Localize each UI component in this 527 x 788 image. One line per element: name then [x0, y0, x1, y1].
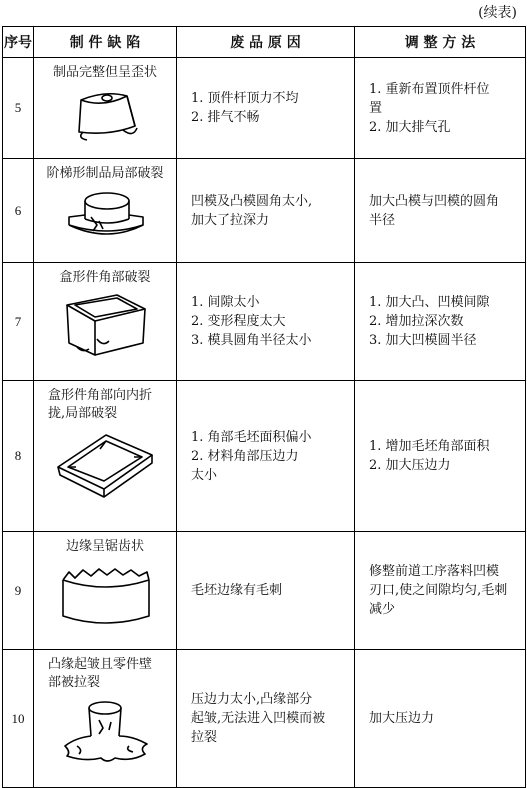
method-line: 半径 [369, 212, 396, 228]
method-line: 2. 加大排气孔 [369, 119, 451, 135]
row-number: 10 [3, 650, 34, 788]
defect-cell [34, 381, 177, 532]
cause-line: 2. 变形程度太大 [191, 314, 286, 329]
method-line: 2. 加大压边力 [369, 458, 451, 473]
header-defect: 制 件 缺 陷 [34, 27, 177, 58]
method-line: 置 [369, 100, 383, 116]
defect-text: 阶梯形制品局部破裂 [46, 166, 164, 181]
cause-cell [177, 159, 355, 263]
defect-text: 部被拉裂 [48, 675, 101, 690]
defect-cell [34, 532, 177, 650]
method-line: 加大压边力 [369, 711, 435, 726]
method-line: 修整前道工序落料凹模 [369, 564, 500, 579]
cause-line: 加大了拉深力 [191, 212, 270, 228]
cause-line: 2. 材料角部压边力 [191, 448, 299, 464]
cause-line: 3. 模具圆角半径太小 [191, 333, 312, 348]
method-cell [355, 381, 526, 532]
cause-line: 压边力太小,凸缘部分 [191, 692, 313, 707]
row-number: 7 [3, 263, 34, 381]
method-line: 1. 加大凸、凹模间隙 [369, 295, 490, 310]
defect-text: 盒形件角部向内折 [48, 388, 153, 403]
defect-text: 边缘呈锯齿状 [65, 539, 144, 554]
cause-cell [177, 263, 355, 381]
cause-line: 凹模及凸模圆角太小, [191, 193, 313, 209]
table-row [3, 159, 526, 263]
cause-cell [177, 381, 355, 532]
box-folded-corner-sketch-icon [50, 427, 160, 499]
defect-cell [34, 159, 177, 263]
defect-table [2, 26, 526, 788]
defect-text: 制品完整但呈歪状 [52, 65, 157, 80]
method-line: 加大凸模与凹模的圆角 [369, 193, 500, 209]
table-row [3, 263, 526, 381]
cause-line: 1. 间隙太小 [191, 295, 260, 310]
stepped-cup-crack-sketch-icon [63, 187, 147, 247]
defect-text: 盒形件角部破裂 [59, 270, 151, 285]
table-header-row [3, 27, 526, 58]
method-cell [355, 650, 526, 788]
row-number: 5 [3, 58, 34, 159]
method-line: 3. 加大凹模圆半径 [369, 333, 477, 348]
row-number: 6 [3, 159, 34, 263]
method-cell [355, 532, 526, 650]
cause-line: 毛坯边缘有毛刺 [191, 583, 283, 598]
cause-line: 1. 顶件杆顶力不均 [191, 91, 299, 106]
cause-line: 太小 [191, 467, 218, 483]
method-cell [355, 58, 526, 159]
cause-cell [177, 650, 355, 788]
table-row [3, 532, 526, 650]
defect-cell [34, 650, 177, 788]
defect-cell [34, 263, 177, 381]
cause-line: 1. 角部毛坯面积偏小 [191, 429, 312, 445]
header-method: 调 整 方 法 [355, 27, 526, 58]
method-line: 刃口,使之间隙均匀,毛刺 [369, 583, 508, 598]
method-line: 2. 增加拉深次数 [369, 314, 464, 329]
method-line: 1. 重新布置顶件杆位 [369, 81, 490, 97]
table-row [3, 650, 526, 788]
serrated-edge-cup-sketch-icon [55, 560, 155, 630]
method-cell [355, 263, 526, 381]
table-row [3, 58, 526, 159]
tilted-cup-sketch-icon [63, 86, 147, 144]
cause-line: 拉裂 [191, 730, 218, 745]
wrinkled-flange-sketch-icon [55, 696, 155, 766]
defect-text: 凸缘起皱且零件壁 [48, 657, 153, 672]
cause-line: 2. 排气不畅 [191, 110, 260, 125]
row-number: 8 [3, 381, 34, 532]
method-line: 1. 增加毛坯角部面积 [369, 439, 490, 454]
defect-cell [34, 58, 177, 159]
table-row [3, 381, 526, 532]
row-number: 9 [3, 532, 34, 650]
cause-cell [177, 532, 355, 650]
header-no: 序号 [3, 27, 34, 58]
box-corner-crack-sketch-icon [57, 291, 153, 363]
method-line: 减少 [369, 602, 396, 617]
cause-cell [177, 58, 355, 159]
continued-label: (续表) [478, 5, 517, 21]
cause-line: 起皱,无法进入凹模而被 [191, 711, 326, 726]
header-cause: 废 品 原 因 [177, 27, 355, 58]
defect-text: 拢,局部破裂 [48, 406, 118, 421]
method-cell [355, 159, 526, 263]
